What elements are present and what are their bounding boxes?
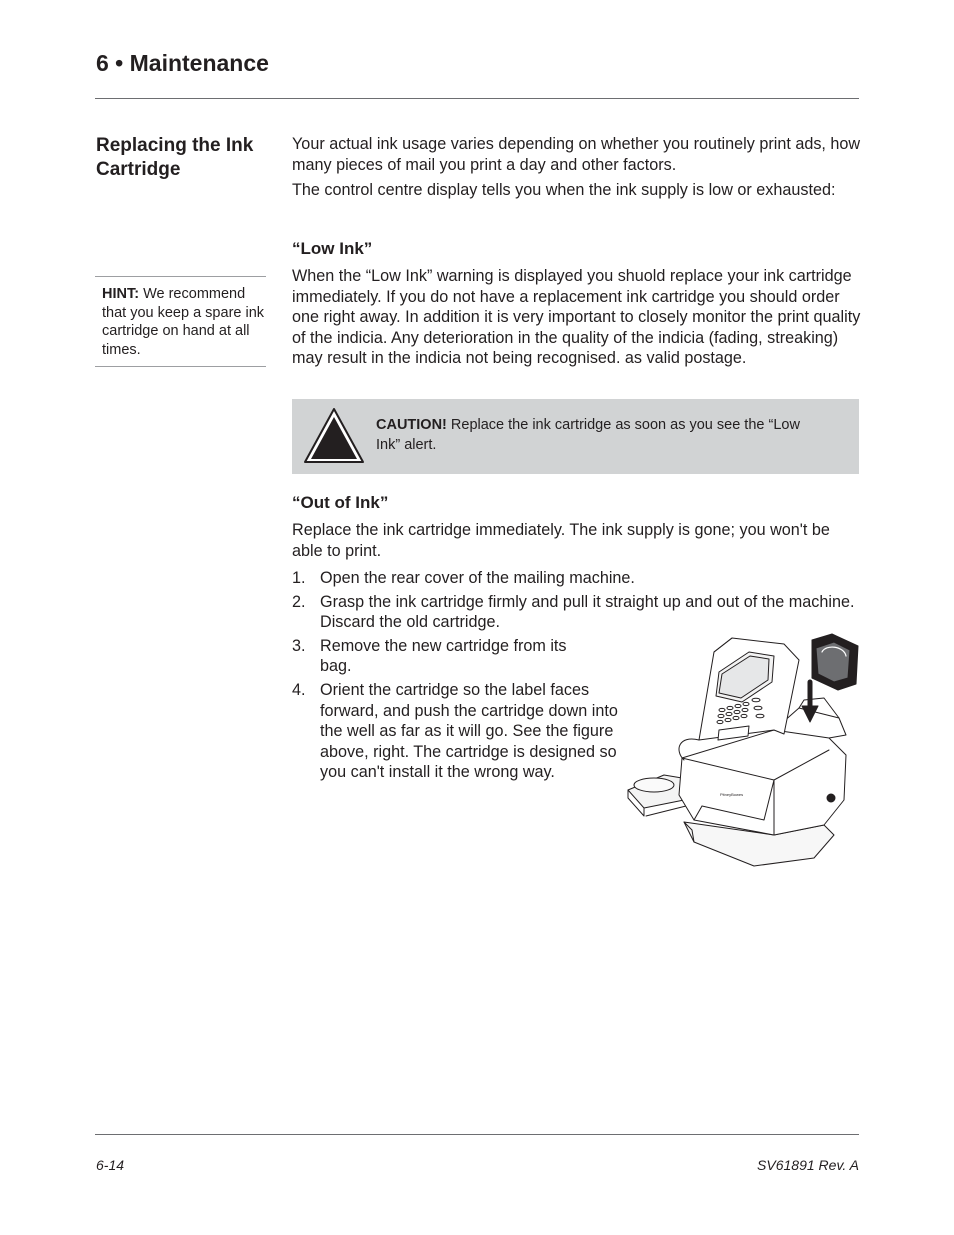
- hint-box: [95, 276, 266, 367]
- intro-paragraph-1: Your actual ink usage varies depending on whether you routinely print ads, how many pieces of mail you print a day and other factors.: [292, 135, 861, 174]
- svg-text:PitneyBowes: PitneyBowes: [720, 792, 744, 797]
- list-item: [292, 568, 862, 589]
- step-number: 1.: [292, 569, 306, 587]
- chapter-title: 6 • Maintenance: [96, 50, 269, 76]
- low-ink-paragraph: When the “Low Ink” warning is displayed you shuold replace your ink cartridge immediately. If you do not have a replacement ink cartridge you should order one right away. In addition it is very important to closely monitor the print quality of the indicia. Any deterioration in the quality of the indicia (fading, streaking) may result in the indicia not being recognised. as valid postage.: [292, 267, 861, 368]
- caution-text: [376, 416, 806, 455]
- step-number: 3.: [292, 636, 306, 655]
- page-number: 6-14: [96, 1157, 125, 1173]
- hint-label: HINT:: [102, 286, 140, 302]
- step-number: 4.: [292, 680, 306, 699]
- list-item: [292, 636, 590, 677]
- low-ink-text-block: [292, 266, 862, 369]
- list-item: [292, 680, 620, 783]
- out-of-ink-paragraph: Replace the ink cartridge immediately. The ink supply is gone; you won't be able to print.: [292, 521, 830, 560]
- caution-message: Replace the ink cartridge as soon as you see the “Low Ink” alert.: [376, 417, 800, 453]
- out-of-ink-heading: “Out of Ink”: [292, 493, 389, 512]
- caution-label: CAUTION!: [376, 417, 447, 433]
- step-text: Remove the new cartridge from its bag.: [320, 636, 567, 676]
- section-title: Replacing the Ink Cartridge: [96, 135, 254, 180]
- step-number: 2.: [292, 592, 306, 611]
- warning-triangle-icon: [302, 406, 366, 466]
- step-text: Grasp the ink cartridge firmly and pull it straight up and out of the machine. Discard the old cartridge.: [320, 592, 855, 632]
- list-item: [292, 592, 862, 633]
- step-text: Orient the cartridge so the label faces forward, and push the cartridge down into the well as far as it will go. See the figure above, right. The cartridge is designed so you can't install it the wrong way.: [320, 680, 618, 782]
- mailing-machine-illustration: [624, 630, 864, 870]
- low-ink-heading: “Low Ink”: [292, 239, 373, 258]
- hint-text: We recommend that you keep a spare ink cartridge on hand at all times.: [102, 286, 265, 358]
- footer-rule: [95, 1134, 859, 1135]
- step-text: Open the rear cover of the mailing machine.: [320, 569, 635, 587]
- header-rule: [95, 98, 859, 99]
- caution-box: [292, 399, 859, 474]
- intro-paragraph-2: The control centre display tells you when the ink supply is low or exhausted:: [292, 181, 836, 200]
- intro-text: [292, 134, 862, 201]
- out-of-ink-text-block: [292, 520, 862, 561]
- document-id: SV61891 Rev. A: [757, 1157, 859, 1173]
